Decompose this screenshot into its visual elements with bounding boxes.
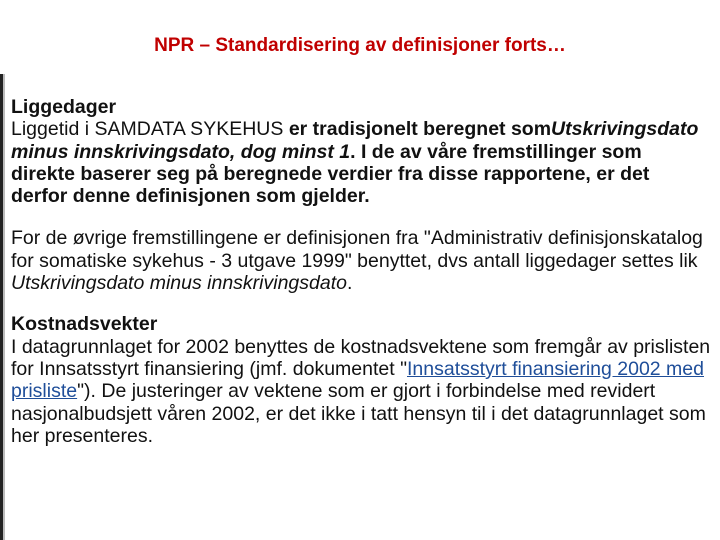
- section-kostnadsvekter: [11, 313, 711, 447]
- section-liggedager: [11, 96, 711, 294]
- liggedager-p1-text-a: Liggetid i SAMDATA SYKEHUS: [11, 118, 289, 141]
- liggedager-p1-text-b: er tradisjonelt beregnet som: [288, 118, 552, 141]
- liggedager-p2-text-c: .: [346, 272, 353, 295]
- liggedager-paragraph-1: [11, 118, 711, 207]
- prisliste-link[interactable]: Innsatsstyrt finansiering 2002 med prisliste: [11, 357, 704, 403]
- liggedager-paragraph-2: [11, 227, 711, 294]
- left-border-shadow: [3, 74, 5, 540]
- slide-title: NPR – Standardisering av definisjoner forts…: [154, 35, 566, 56]
- kostnadsvekter-p1-text-a: I datagrunnlaget for 2002 benyttes de kostnadsvektene som fremgår av prislisten for Innsatsstyrt finansiering (jmf. dokumentet ": [11, 335, 711, 380]
- liggedager-p1-formula: Utskrivingsdato minus innskrivingsdato, dog minst 1: [11, 118, 699, 163]
- liggedager-p2-formula: Utskrivingsdato minus innskrivingsdato: [11, 272, 347, 295]
- paragraph-gap: [11, 207, 711, 227]
- kostnadsvekter-paragraph-1: [11, 336, 711, 447]
- document-body: [11, 96, 711, 447]
- liggedager-p1-text-d: . I de av våre fremstillinger som direkte baserer seg på beregnede verdier fra disse rapportene, er det derfor denne definisjonen som gjelder.: [11, 140, 650, 208]
- section-gap: [11, 294, 711, 313]
- section-heading-kostnadsvekter: Kostnadsvekter: [11, 313, 158, 336]
- section-heading-liggedager: Liggedager: [11, 96, 117, 118]
- liggedager-p2-text-a: For de øvrige fremstillingene er definisjonen fra "Administrativ definisjonskatalog for somatiske sykehus - 3 utgave 1999" benyttet, dvs antall liggedager settes lik: [11, 227, 703, 272]
- kostnadsvekter-p1-text-b: "). De justeringer av vektene som er gjort i forbindelse med revidert nasjonalbudsjett våren 2002, er det ikke i tatt hensyn til i det datagrunnlaget som her presenteres.: [11, 380, 706, 447]
